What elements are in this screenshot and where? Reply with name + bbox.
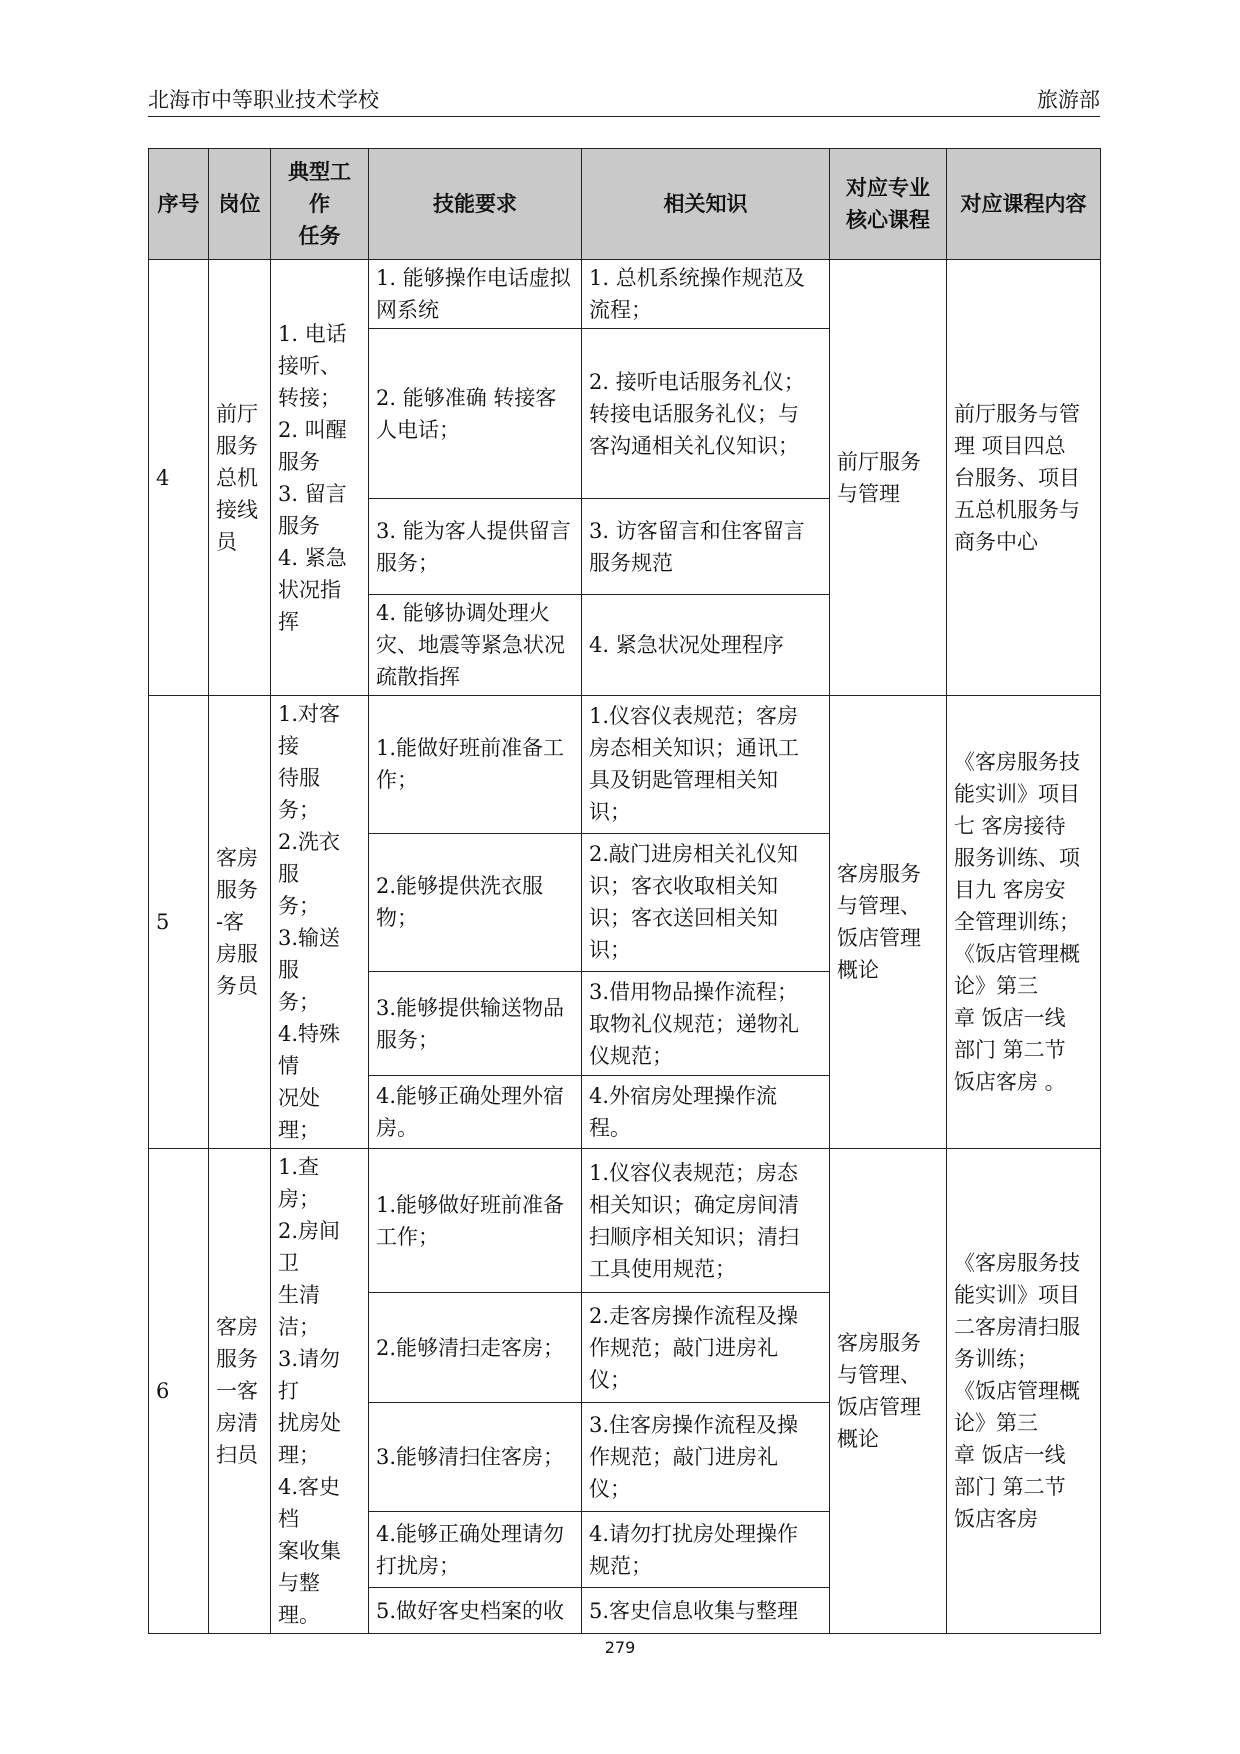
- text-line: 识；: [589, 938, 631, 963]
- text-line: 理；: [278, 1118, 320, 1142]
- text-line: 任务: [298, 224, 341, 248]
- text-line: 网系统: [376, 298, 439, 322]
- col-header-task: [271, 149, 369, 260]
- text-line: 论》第三: [954, 974, 1038, 998]
- department-name: 旅游部: [1037, 88, 1100, 112]
- text-line: 房服: [216, 942, 258, 966]
- text-line: 概论: [837, 1427, 879, 1451]
- text-line: 仪规范；: [589, 1043, 673, 1068]
- text-line: 服务规范: [589, 550, 673, 575]
- text-line: 饭店管理: [837, 1395, 921, 1419]
- table-body: [149, 260, 1101, 1634]
- text-line: 客房: [216, 846, 258, 870]
- knowledge-cell: [582, 329, 830, 499]
- text-line: 识；客衣送回相关知: [589, 906, 778, 931]
- col-header-knowledge: 相关知识: [582, 149, 830, 260]
- row-index: 4: [149, 260, 209, 696]
- text-line: 取物礼仪规范；递物礼: [589, 1011, 799, 1036]
- col-header-course: [830, 149, 947, 260]
- text-line: 4. 紧急状况处理程序: [589, 633, 784, 657]
- text-line: 与管理: [837, 481, 900, 506]
- text-line: 2. 接听电话服务礼仪；: [589, 369, 805, 394]
- text-line: 服务: [216, 878, 258, 902]
- text-line: 房态相关知识；通讯工: [589, 736, 799, 761]
- text-line: 1. 电话: [278, 321, 347, 346]
- post-cell: [209, 260, 271, 696]
- knowledge-cell: [582, 1402, 830, 1512]
- content-cell: [947, 260, 1101, 696]
- text-line: 4.外宿房处理操作流: [589, 1084, 778, 1109]
- skill-cell: [369, 595, 582, 696]
- knowledge-cell: [582, 260, 830, 329]
- text-line: 3.输送服: [278, 926, 341, 982]
- text-line: 目九 客房安: [954, 878, 1066, 902]
- text-line: 章 饭店一线: [954, 1006, 1066, 1030]
- text-line: 部门 第二节: [954, 1475, 1066, 1499]
- task-cell: [271, 696, 369, 1149]
- knowledge-cell: [582, 1076, 830, 1149]
- text-line: 服务训练、项: [954, 846, 1080, 870]
- task-cell: [271, 1149, 369, 1634]
- text-line: 2. 叫醒: [278, 417, 347, 442]
- text-line: 5.客史信息收集与整理: [589, 1598, 799, 1623]
- col-header-index: 序号: [149, 149, 209, 260]
- post-cell: [209, 1149, 271, 1634]
- knowledge-cell: [582, 1588, 830, 1634]
- row-index: 6: [149, 1149, 209, 1634]
- text-line: 案收集: [278, 1539, 341, 1563]
- text-line: 与管理、: [837, 1363, 921, 1387]
- content-cell: [947, 696, 1101, 1149]
- text-line: 一客: [216, 1379, 258, 1403]
- text-line: 务；: [278, 990, 320, 1014]
- text-line: 打扰房；: [376, 1553, 460, 1578]
- text-line: 2. 能够准确 转接客: [376, 385, 557, 410]
- text-line: 二客房清扫服: [954, 1315, 1080, 1339]
- text-line: 理 项目四总: [954, 433, 1066, 458]
- text-line: 扫员: [216, 1443, 258, 1467]
- text-line: 2.房间卫: [278, 1219, 341, 1275]
- text-line: 务训练；: [954, 1347, 1038, 1371]
- text-line: 理。: [278, 1603, 320, 1627]
- skill-cell: [369, 1402, 582, 1512]
- text-line: 程。: [589, 1116, 631, 1141]
- skill-cell: [369, 260, 582, 329]
- text-line: 4.能够正确处理请勿: [376, 1521, 565, 1546]
- skill-cell: [369, 1588, 582, 1634]
- text-line: 人电话；: [376, 417, 460, 442]
- text-line: 仪；: [589, 1367, 631, 1392]
- text-line: 核心课程: [846, 208, 930, 232]
- text-line: 4.客史档: [278, 1475, 341, 1531]
- text-line: 服务: [278, 449, 320, 474]
- text-line: 务；: [278, 798, 320, 822]
- text-line: 2.走客房操作流程及操: [589, 1303, 799, 1328]
- skill-cell: [369, 833, 582, 971]
- text-line: 与管理、: [837, 894, 921, 918]
- text-line: 总机: [216, 465, 258, 490]
- text-line: 4.能够正确处理外宿: [376, 1084, 565, 1109]
- text-line: 作规范；敲门进房礼: [589, 1445, 778, 1470]
- text-line: 生清: [278, 1283, 320, 1307]
- text-line: 2.洗衣服: [278, 830, 341, 886]
- skill-cell: [369, 696, 582, 834]
- knowledge-cell: [582, 1512, 830, 1588]
- text-line: 识；: [589, 800, 631, 825]
- text-line: 接听、: [278, 353, 341, 378]
- text-line: 服务: [278, 513, 320, 538]
- text-line: 客沟通相关礼仪知识；: [589, 433, 799, 458]
- skill-cell: [369, 329, 582, 499]
- text-line: 流程；: [589, 298, 652, 322]
- text-line: 1.能做好班前准备工: [376, 736, 565, 761]
- course-cell: [830, 260, 947, 696]
- col-header-skill: 技能要求: [369, 149, 582, 260]
- text-line: 3.请勿打: [278, 1347, 341, 1403]
- text-line: 扫顺序相关知识；清扫: [589, 1224, 799, 1249]
- text-line: 作规范；敲门进房礼: [589, 1335, 778, 1360]
- text-line: 前厅服务与管: [954, 401, 1080, 426]
- knowledge-cell: [582, 1149, 830, 1293]
- text-line: 1.能够做好班前准备: [376, 1192, 565, 1217]
- text-line: 服务: [216, 433, 258, 458]
- text-line: 5.做好客史档案的收: [376, 1598, 565, 1623]
- skill-cell: [369, 971, 582, 1076]
- text-line: 物；: [376, 906, 418, 931]
- text-line: 扰房处: [278, 1411, 341, 1435]
- text-line: 接线: [216, 497, 258, 522]
- text-line: 饭店客房: [954, 1507, 1038, 1531]
- text-line: 3. 访客留言和住客留言: [589, 518, 805, 543]
- page-header: [148, 86, 1100, 117]
- text-line: 1.仪容仪表规范；客房: [589, 704, 799, 729]
- col-header-post: 岗位: [209, 149, 271, 260]
- text-line: 概论: [837, 958, 879, 982]
- school-name: 北海市中等职业技术学校: [148, 88, 379, 112]
- text-line: 规范；: [589, 1553, 652, 1578]
- text-line: 论》第三: [954, 1411, 1038, 1435]
- text-line: 4. 能够协调处理火: [376, 601, 550, 625]
- text-line: 4.请勿打扰房处理操作: [589, 1521, 799, 1546]
- text-line: 能实训》项目: [954, 782, 1080, 806]
- table-row: [149, 696, 1101, 834]
- text-line: 3. 留言: [278, 481, 347, 506]
- text-line: 务；: [278, 894, 320, 918]
- text-line: 1.对客接: [278, 702, 341, 758]
- knowledge-cell: [582, 971, 830, 1076]
- table-row: [149, 260, 1101, 329]
- text-line: 服务；: [376, 1027, 439, 1052]
- text-line: 《客房服务技: [954, 750, 1080, 774]
- knowledge-cell: [582, 833, 830, 971]
- text-line: 1.查房；: [278, 1155, 320, 1211]
- skill-cell: [369, 1076, 582, 1149]
- text-line: 部门 第二节: [954, 1038, 1066, 1062]
- text-line: -客: [216, 910, 245, 934]
- text-line: 3.能够清扫住客房；: [376, 1445, 565, 1470]
- text-line: 疏散指挥: [376, 665, 460, 689]
- text-line: 1. 能够操作电话虚拟: [376, 266, 571, 290]
- text-line: 待服: [278, 766, 320, 790]
- text-line: 相关知识；确定房间清: [589, 1192, 799, 1217]
- text-line: 洁；: [278, 1315, 320, 1339]
- text-line: 4. 紧急: [278, 545, 347, 570]
- text-line: 能实训》项目: [954, 1283, 1080, 1307]
- text-line: 4.特殊情: [278, 1022, 341, 1078]
- knowledge-cell: [582, 595, 830, 696]
- knowledge-cell: [582, 499, 830, 595]
- skill-cell: [369, 499, 582, 595]
- text-line: 服务；: [376, 550, 439, 575]
- text-line: 工作；: [376, 1224, 439, 1249]
- text-line: 章 饭店一线: [954, 1443, 1066, 1467]
- text-line: 七 客房接待: [954, 814, 1066, 838]
- col-header-content: 对应课程内容: [947, 149, 1101, 260]
- curriculum-table: [148, 148, 1101, 1634]
- text-line: 工具使用规范；: [589, 1256, 736, 1281]
- text-line: 转接；: [278, 385, 341, 410]
- text-line: 仪；: [589, 1477, 631, 1502]
- text-line: 作；: [376, 768, 418, 793]
- text-line: 具及钥匙管理相关知: [589, 768, 778, 793]
- text-line: 2.能够提供洗衣服: [376, 874, 544, 899]
- text-line: 务员: [216, 974, 258, 998]
- course-cell: [830, 696, 947, 1149]
- text-line: 3. 能为客人提供留言: [376, 518, 571, 543]
- text-line: 饭店管理: [837, 926, 921, 950]
- content-cell: [947, 1149, 1101, 1634]
- knowledge-cell: [582, 696, 830, 834]
- header-row: [149, 149, 1101, 260]
- text-line: 理；: [278, 1443, 320, 1467]
- text-line: 3.能够提供输送物品: [376, 995, 565, 1020]
- text-line: 《饭店管理概: [954, 1379, 1080, 1403]
- page-number: 279: [604, 1638, 636, 1657]
- text-line: 房清: [216, 1411, 258, 1435]
- text-line: 况处: [278, 1086, 320, 1110]
- text-line: 作: [309, 192, 330, 216]
- text-line: 员: [216, 529, 237, 554]
- text-line: 对应专业: [846, 176, 930, 200]
- text-line: 五总机服务与: [954, 497, 1080, 522]
- text-line: 客房服务: [837, 862, 921, 886]
- text-line: 3.借用物品操作流程；: [589, 979, 799, 1004]
- text-line: 饭店客房 。: [954, 1070, 1066, 1094]
- post-cell: [209, 696, 271, 1149]
- text-line: 识；客衣收取相关知: [589, 874, 778, 899]
- text-line: 前厅服务: [837, 449, 921, 474]
- skill-cell: [369, 1512, 582, 1588]
- course-cell: [830, 1149, 947, 1634]
- text-line: 2.敲门进房相关礼仪知: [589, 842, 799, 867]
- text-line: 客房服务: [837, 1331, 921, 1355]
- text-line: 1.仪容仪表规范；房态: [589, 1160, 799, 1185]
- text-line: 灾、地震等紧急状况: [376, 633, 565, 657]
- text-line: 1. 总机系统操作规范及: [589, 266, 805, 290]
- text-line: 《饭店管理概: [954, 942, 1080, 966]
- knowledge-cell: [582, 1293, 830, 1403]
- text-line: 挥: [278, 609, 299, 634]
- skill-cell: [369, 1293, 582, 1403]
- text-line: 转接电话服务礼仪；与: [589, 401, 799, 426]
- text-line: 典型工: [288, 160, 351, 184]
- text-line: 2.能够清扫走客房；: [376, 1335, 565, 1360]
- text-line: 3.住客房操作流程及操: [589, 1413, 799, 1438]
- text-line: 商务中心: [954, 529, 1038, 554]
- text-line: 状况指: [278, 577, 341, 602]
- text-line: 房。: [376, 1116, 418, 1141]
- skill-cell: [369, 1149, 582, 1293]
- text-line: 《客房服务技: [954, 1251, 1080, 1275]
- text-line: 台服务、项目: [954, 465, 1080, 490]
- text-line: 客房: [216, 1315, 258, 1339]
- task-cell: [271, 260, 369, 696]
- row-index: 5: [149, 696, 209, 1149]
- table-row: [149, 1149, 1101, 1293]
- text-line: 服务: [216, 1347, 258, 1371]
- text-line: 与整: [278, 1571, 320, 1595]
- text-line: 前厅: [216, 401, 258, 426]
- text-line: 全管理训练；: [954, 910, 1080, 934]
